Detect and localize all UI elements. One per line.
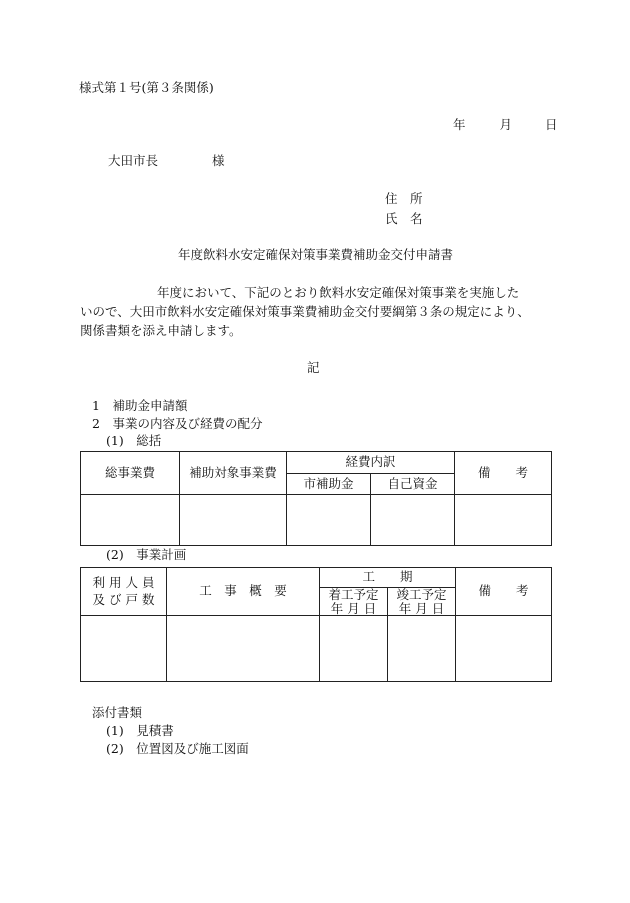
start-date-header xyxy=(320,588,388,616)
end-date-line-1: 竣工予定 xyxy=(396,587,447,603)
overview-cell xyxy=(167,616,320,682)
date-year: 年 xyxy=(453,117,466,132)
breakdown-header: 経費内訳 xyxy=(287,452,455,474)
start-date-cell xyxy=(320,616,388,682)
sub-item-summary: (1) 総括 xyxy=(106,433,162,448)
end-date-header xyxy=(388,588,456,616)
document-title: 年度飲料水安定確保対策事業費補助金交付申請書 xyxy=(178,247,454,262)
body-line-3: 関係書類を添え申請します。 xyxy=(80,323,242,338)
overview-header: 工 事 概 要 xyxy=(167,568,320,616)
subsidy-target-cell xyxy=(180,495,287,546)
own-funds-header: 自己資金 xyxy=(371,474,455,495)
item-project-content: 2 事業の内容及び経費の配分 xyxy=(92,416,263,431)
total-cost-cell xyxy=(81,495,180,546)
remarks-header: 備 考 xyxy=(455,452,552,495)
date-day: 日 xyxy=(545,117,558,132)
total-cost-header: 総事業費 xyxy=(81,452,180,495)
body-line-1: 年度において、下記のとおり飲料水安定確保対策事業を実施した xyxy=(157,285,520,300)
end-date-cell xyxy=(388,616,456,682)
plan-table xyxy=(80,567,552,682)
form-number: 様式第１号(第３条関係) xyxy=(79,80,214,95)
end-date-line-2: 年 月 日 xyxy=(398,600,445,616)
attachments-title: 添付書類 xyxy=(92,705,143,720)
users-header-line-2: 及 び 戸 数 xyxy=(92,591,155,607)
subsidy-target-header: 補助対象事業費 xyxy=(180,452,287,495)
start-date-line-1: 着工予定 xyxy=(328,587,379,603)
remarks-cell xyxy=(455,495,552,546)
attachment-item-1: (1) 見積書 xyxy=(106,723,174,738)
honorific: 様 xyxy=(212,153,225,168)
users-header-line-1: 利 用 人 員 xyxy=(92,575,155,590)
attachment-item-2: (2) 位置図及び施工図面 xyxy=(106,741,249,756)
address-label: 住 所 xyxy=(385,191,423,206)
ki-heading: 記 xyxy=(307,360,320,375)
sub-item-plan: (2) 事業計画 xyxy=(106,547,187,562)
own-funds-cell xyxy=(371,495,455,546)
users-header xyxy=(81,568,167,616)
users-cell xyxy=(81,616,167,682)
period-header: 工 期 xyxy=(320,568,456,588)
city-subsidy-cell xyxy=(287,495,371,546)
summary-table xyxy=(80,451,552,546)
body-line-2: いので、大田市飲料水安定確保対策事業費補助金交付要綱第３条の規定により、 xyxy=(80,304,530,319)
city-subsidy-header: 市補助金 xyxy=(287,474,371,495)
item-subsidy-amount: 1 補助金申請額 xyxy=(92,398,188,413)
plan-remarks-header: 備 考 xyxy=(456,568,552,616)
date-month: 月 xyxy=(499,117,513,132)
name-label: 氏 名 xyxy=(385,211,423,226)
date-line xyxy=(453,119,558,132)
start-date-line-2: 年 月 日 xyxy=(330,600,377,616)
addressee: 大田市長 xyxy=(108,153,159,168)
plan-remarks-cell xyxy=(456,616,552,682)
